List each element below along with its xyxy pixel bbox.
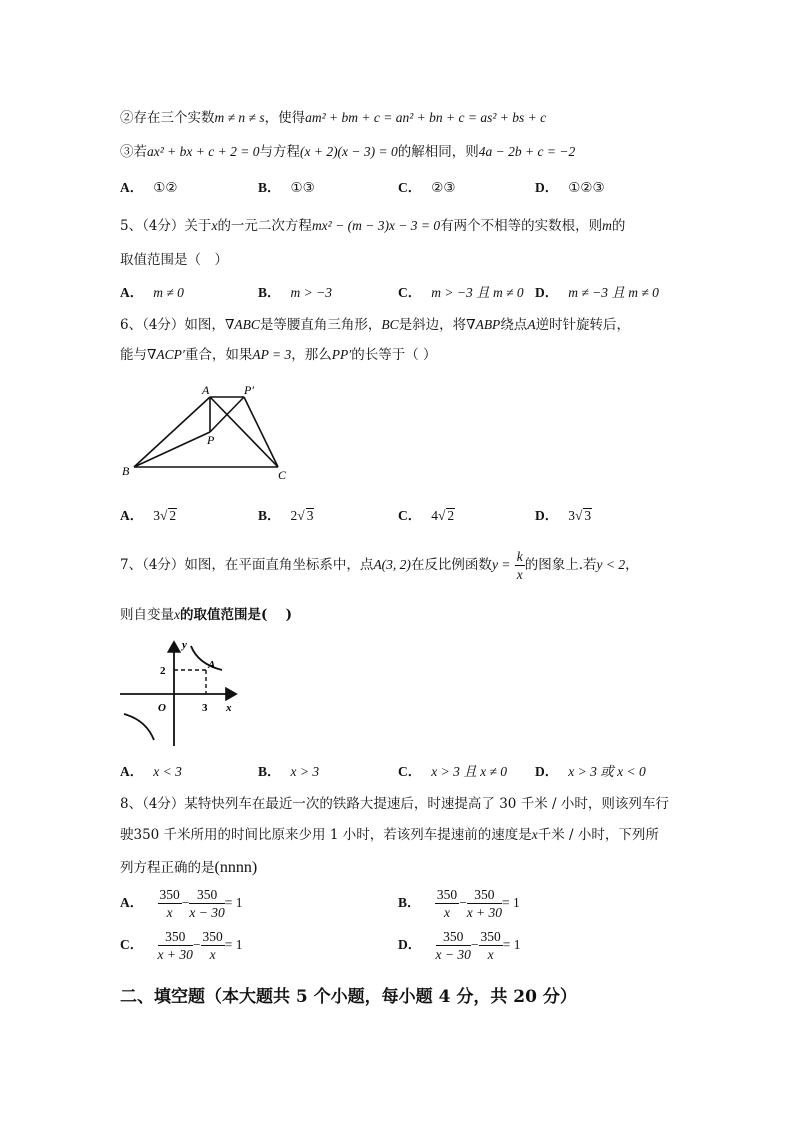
q5-var-2: m bbox=[602, 218, 612, 233]
option-letter: A． bbox=[120, 508, 144, 523]
option-letter: D． bbox=[535, 764, 559, 779]
q7-fraction bbox=[515, 548, 525, 583]
q6-label-b: B bbox=[122, 464, 130, 478]
q8-stem-line-1 bbox=[120, 792, 669, 812]
denominator: x − 30 bbox=[189, 905, 225, 920]
numerator: 350 bbox=[159, 887, 180, 902]
statement-2-prefix: ②存在三个实数 bbox=[120, 110, 215, 126]
q8-option-b[interactable] bbox=[398, 886, 520, 921]
q6-triangle-abp: ∇ABP bbox=[466, 317, 501, 332]
option-text: x < 3 bbox=[153, 764, 182, 779]
q5-text-2: 有两个不相等的实数根，则 bbox=[440, 218, 603, 234]
numerator: 350 bbox=[158, 928, 193, 946]
q7-label-y: y bbox=[182, 639, 187, 651]
q7-curve-third-quadrant bbox=[124, 714, 154, 740]
numerator: 350 bbox=[467, 886, 502, 904]
q7-text-1c: 的图象上.若 bbox=[524, 557, 597, 573]
fraction-1 bbox=[158, 928, 193, 963]
q5-line-2: 取值范围是（ ） bbox=[120, 252, 228, 268]
q7-label-x: x bbox=[226, 702, 232, 714]
q6-text-1e: 逆时针旋转后， bbox=[535, 317, 631, 333]
q6-point-a: A bbox=[527, 317, 536, 332]
q6-line-bp bbox=[134, 432, 210, 467]
q6-pp: PP′ bbox=[331, 347, 352, 362]
q6-label-c: C bbox=[278, 468, 287, 480]
q5-number: 5、（4分）关于 bbox=[120, 218, 212, 234]
q7-label-a: A bbox=[208, 659, 216, 671]
option-text: m ≠ 0 bbox=[153, 285, 184, 300]
numerator: 350 bbox=[436, 928, 471, 946]
q7-text-2b: 的取值范围是( ) bbox=[180, 607, 292, 623]
denominator: x − 30 bbox=[435, 947, 471, 962]
option-letter: C． bbox=[120, 937, 144, 952]
q6-line-ab bbox=[134, 397, 210, 467]
q8-text-2b: 千米 / 小时，下列所 bbox=[537, 827, 659, 843]
statement-3-mid2: 的解相同，则 bbox=[397, 144, 479, 160]
q7-numerator: k bbox=[516, 549, 523, 564]
sqrt-symbol: √ bbox=[297, 508, 305, 523]
option-letter: D． bbox=[535, 508, 559, 523]
q6-option-b[interactable] bbox=[258, 504, 314, 524]
option-text: ①③ bbox=[290, 180, 315, 196]
option-letter: B． bbox=[258, 764, 281, 779]
numerator: 350 bbox=[202, 929, 223, 944]
q6-text-1c: 是斜边，将 bbox=[398, 317, 467, 333]
q7-option-c[interactable] bbox=[398, 760, 507, 780]
option-radicand: 3 bbox=[306, 508, 314, 523]
q6-ap: AP = 3 bbox=[252, 347, 292, 362]
q7-condition: y < 2 bbox=[596, 557, 626, 572]
q6-option-a[interactable] bbox=[120, 504, 177, 524]
q6-text-2a: 能与 bbox=[120, 347, 147, 363]
option-coef: 2 bbox=[290, 508, 298, 523]
q7-text-1b: 在反比例函数 bbox=[410, 557, 492, 573]
q5-var: x bbox=[211, 218, 218, 233]
q6-text-2c: ，那么 bbox=[291, 347, 332, 363]
fraction-1 bbox=[435, 886, 459, 921]
q7-y-eq: y = bbox=[491, 557, 511, 572]
statement-3-equation-1: ax² + bx + c + 2 = 0 bbox=[147, 144, 260, 159]
option-text: x > 3 且 x ≠ 0 bbox=[431, 764, 508, 779]
section-2-heading: 二、填空题（本大题共 5 个小题，每小题 4 分，共 20 分） bbox=[120, 987, 577, 1007]
denominator: x bbox=[166, 905, 173, 920]
q5-option-d[interactable] bbox=[535, 281, 659, 301]
q7-text-1a: 7、（4分）如图，在平面直角坐标系中，点 bbox=[120, 557, 374, 573]
option-text: m ≠ −3 且 m ≠ 0 bbox=[568, 285, 659, 300]
q4-option-c[interactable] bbox=[398, 176, 455, 196]
option-letter: C． bbox=[398, 180, 422, 195]
statement-2-condition: m ≠ n ≠ s bbox=[214, 110, 265, 125]
q7-point: A(3, 2) bbox=[373, 557, 411, 572]
q7-option-d[interactable] bbox=[535, 760, 646, 780]
option-letter: A． bbox=[120, 895, 144, 910]
denominator: x bbox=[209, 947, 216, 962]
q6-stem-line-2 bbox=[120, 343, 437, 363]
q7-label-2: 2 bbox=[160, 665, 166, 677]
q5-option-c[interactable] bbox=[398, 281, 524, 301]
q7-curve-first-quadrant bbox=[191, 646, 222, 670]
option-letter: B． bbox=[258, 285, 281, 300]
option-letter: B． bbox=[258, 508, 281, 523]
fraction-1 bbox=[158, 886, 182, 921]
q6-text-2d: 的长等于（ ） bbox=[351, 347, 437, 363]
denominator: x bbox=[443, 905, 450, 920]
sqrt-symbol: √ bbox=[438, 508, 446, 523]
operator: − bbox=[470, 937, 479, 952]
option-letter: C． bbox=[398, 764, 422, 779]
fraction-2 bbox=[467, 886, 502, 921]
q6-text-1a: 6、（4分）如图， bbox=[120, 317, 225, 333]
option-text: m > −3 bbox=[290, 285, 332, 300]
denominator: x + 30 bbox=[466, 905, 503, 920]
statement-3-equation-2: (x + 2)(x − 3) = 0 bbox=[299, 144, 398, 159]
numerator: 350 bbox=[480, 929, 501, 944]
q5-stem-line-1 bbox=[120, 214, 625, 234]
option-coef: 3 bbox=[568, 508, 575, 523]
q6-label-a: A bbox=[202, 383, 210, 397]
q7-option-b[interactable] bbox=[258, 760, 319, 780]
fraction-2 bbox=[189, 886, 224, 921]
q4-option-b[interactable] bbox=[258, 176, 315, 196]
statement-2-mid: ，使得 bbox=[264, 110, 306, 126]
fraction-2 bbox=[201, 928, 225, 963]
q6-label-p-prime: P′ bbox=[244, 383, 254, 397]
q6-line-ac bbox=[210, 397, 278, 467]
option-text: ①②③ bbox=[568, 180, 605, 196]
q7-stem-line-1 bbox=[120, 548, 639, 583]
numerator: 350 bbox=[436, 887, 458, 902]
q8-text-2a: 驶350 千米所用的时间比原来少用 1 小时，若该列车提速前的速度是 bbox=[120, 827, 532, 843]
option-radicand: 2 bbox=[169, 508, 177, 523]
option-text: ②③ bbox=[431, 180, 456, 196]
option-letter: D． bbox=[535, 180, 559, 195]
option-text: m > −3 且 m ≠ 0 bbox=[431, 285, 524, 300]
statement-2 bbox=[120, 106, 546, 126]
fraction-2 bbox=[479, 928, 503, 963]
operator: − bbox=[192, 937, 201, 952]
q7-label-o: O bbox=[158, 702, 166, 714]
option-letter: A． bbox=[120, 180, 144, 195]
q6-option-d[interactable] bbox=[535, 504, 592, 524]
q6-text-2b: 重合，如果 bbox=[184, 347, 253, 363]
option-letter: B． bbox=[398, 895, 421, 910]
sqrt-symbol: √ bbox=[160, 508, 168, 523]
q6-triangle-acp: ∇ACP′ bbox=[147, 347, 185, 362]
option-letter: A． bbox=[120, 764, 144, 779]
option-text: ①② bbox=[153, 180, 178, 196]
option-letter: C． bbox=[398, 285, 422, 300]
q6-figure bbox=[118, 380, 298, 480]
option-letter: C． bbox=[398, 508, 422, 523]
q7-denominator: x bbox=[516, 567, 523, 582]
q8-option-d[interactable] bbox=[398, 928, 521, 963]
q8-stem-line-3 bbox=[120, 856, 257, 877]
numerator: 350 bbox=[189, 886, 224, 904]
rhs: = 1 bbox=[502, 937, 521, 952]
rhs: = 1 bbox=[502, 895, 520, 910]
q5-option-a[interactable] bbox=[120, 281, 184, 301]
q8-text-1: 8、（4分）某特快列车在最近一次的铁路大提速后，时速提高了 30 千米 / 小时，则该列车行 bbox=[120, 796, 669, 812]
q5-equation: mx² − (m − 3)x − 3 = 0 bbox=[311, 218, 441, 233]
q7-text-2a: 则自变量 bbox=[120, 607, 174, 623]
q6-bc: BC bbox=[381, 317, 399, 332]
q8-option-c[interactable] bbox=[120, 928, 243, 963]
q8-option-a[interactable] bbox=[120, 886, 243, 921]
q7-option-a[interactable] bbox=[120, 760, 182, 780]
rhs: = 1 bbox=[224, 937, 243, 952]
option-coef: 3 bbox=[153, 508, 160, 523]
option-letter: D． bbox=[535, 285, 559, 300]
q6-text-1b: 是等腰直角三角形， bbox=[259, 317, 382, 333]
q5-text-1: 的一元二次方程 bbox=[217, 218, 312, 234]
q8-stem-line-2 bbox=[120, 823, 659, 843]
q5-option-b[interactable] bbox=[258, 281, 332, 301]
option-letter: A． bbox=[120, 285, 144, 300]
q8-placeholder-paren: (nnnn) bbox=[214, 859, 258, 876]
q7-var: x bbox=[174, 607, 180, 622]
statement-3-prefix: ③若 bbox=[120, 144, 147, 160]
q8-text-3: 列方程正确的是 bbox=[120, 860, 215, 876]
option-text: x > 3 或 x < 0 bbox=[568, 764, 646, 779]
sqrt-symbol: √ bbox=[575, 508, 583, 523]
q8-var: x bbox=[531, 827, 538, 842]
option-radicand: 2 bbox=[447, 508, 455, 523]
statement-3-mid: 与方程 bbox=[259, 144, 300, 160]
q6-text-1d: 绕点 bbox=[500, 317, 528, 333]
rhs: = 1 bbox=[224, 895, 243, 910]
q6-line-cp-prime bbox=[244, 397, 278, 467]
option-letter: D． bbox=[398, 937, 422, 952]
statement-3-equation-3: 4a − 2b + c = −2 bbox=[478, 144, 576, 159]
statement-3 bbox=[120, 140, 575, 160]
q6-stem-line-1 bbox=[120, 313, 630, 333]
q5-stem-line-2 bbox=[120, 248, 228, 268]
option-radicand: 3 bbox=[584, 508, 592, 523]
q6-label-p: P bbox=[207, 433, 215, 447]
operator: − bbox=[181, 895, 190, 910]
q7-figure bbox=[118, 636, 243, 748]
statement-2-equation: am² + bm + c = an² + bn + c = as² + bs + c bbox=[305, 110, 547, 125]
option-text: x > 3 bbox=[290, 764, 320, 779]
q7-label-3: 3 bbox=[202, 702, 208, 714]
q7-text-1d: ， bbox=[625, 557, 639, 573]
q6-triangle-abc: ∇ABC bbox=[224, 317, 260, 332]
q4-option-a[interactable] bbox=[120, 176, 177, 196]
denominator: x bbox=[487, 947, 494, 962]
fraction-1 bbox=[436, 928, 471, 963]
operator: − bbox=[459, 895, 467, 910]
q4-option-d[interactable] bbox=[535, 176, 605, 196]
q5-text-3: 的 bbox=[611, 218, 626, 234]
q7-stem-line-2 bbox=[120, 603, 292, 623]
denominator: x + 30 bbox=[157, 947, 193, 962]
option-letter: B． bbox=[258, 180, 281, 195]
q6-option-c[interactable] bbox=[398, 504, 455, 524]
option-coef: 4 bbox=[431, 508, 438, 523]
